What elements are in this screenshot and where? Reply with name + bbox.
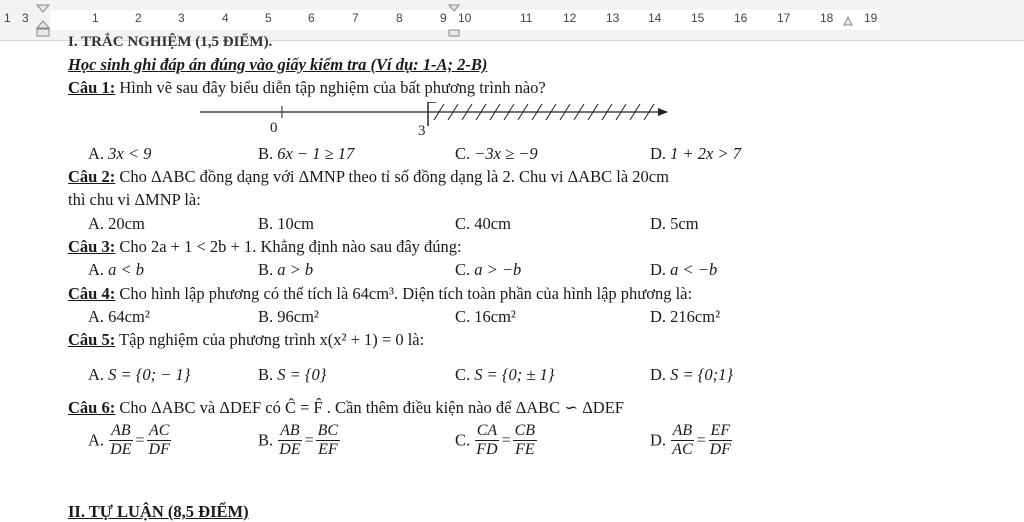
q6-option-b[interactable]: B. $\frac{AB}{DE}$ = $\frac{BC}{EF}$ [258,422,339,458]
ruler-number: 1 [92,11,99,25]
question-4 [68,284,692,304]
q3-option-a[interactable]: A. a < b [88,260,145,279]
question-2-text-line2: thì chu vi ΔMNP là: [68,190,201,209]
q2-option-b[interactable]: B. 10cm [258,214,314,233]
question-4-label: Câu 4: [68,284,116,303]
ruler-number: 10 [458,11,472,25]
question-2-text-line1: Cho ΔABC đồng dạng với ΔMNP theo tỉ số đồng dạng là 2. Chu vi ΔABC là 20cm [119,167,669,186]
q4-option-b[interactable]: B. 96cm² [258,307,319,326]
question-3 [68,237,462,257]
q5-option-c[interactable]: C. S = {0; ± 1} [455,365,555,384]
question-5 [68,330,424,350]
q3-option-c[interactable]: C. a > −b [455,260,522,279]
number-line-figure [190,102,680,138]
ruler-number: 3 [178,11,185,25]
ruler-number: 14 [648,11,662,25]
q6-option-c[interactable]: C. $\frac{CA}{FD}$ = $\frac{CB}{FE}$ [455,422,536,458]
question-6-text: Cho ΔABC và ΔDEF có Ĉ = F̂ . Cần thêm điều kiện nào để ΔABC ∽ ΔDEF [119,398,624,417]
q1-option-c[interactable]: C. −3x ≥ −9 [455,144,538,163]
ruler-number: 4 [222,11,229,25]
ruler-number: 12 [563,11,577,25]
indent-marker-icon[interactable] [36,4,50,38]
q4-option-c[interactable]: C. 16cm² [455,307,516,326]
document-page[interactable] [0,34,1024,521]
q2-option-d[interactable]: D. 5cm [650,214,699,233]
ruler-number: 6 [308,11,315,25]
right-indent-marker-icon[interactable] [843,12,853,26]
q2-option-c[interactable]: C. 40cm [455,214,511,233]
question-1 [68,78,546,98]
q1-option-b[interactable]: B. 6x − 1 ≥ 17 [258,144,355,163]
ruler-number: 17 [777,11,791,25]
question-3-label: Câu 3: [68,237,116,256]
q6-option-d[interactable]: D. $\frac{AB}{AC}$ = $\frac{EF}{DF}$ [650,422,731,458]
question-4-text: Cho hình lập phương có thể tích là 64cm³. Diện tích toàn phần của hình lập phương là: [119,284,693,303]
ruler-number: 8 [396,11,403,25]
question-3-text: Cho 2a + 1 < 2b + 1. Khẳng định nào sau đây đúng: [119,237,462,256]
q3-option-b[interactable]: B. a > b [258,260,314,279]
q1-option-a[interactable]: A. 3x < 9 [88,144,152,163]
question-6-label: Câu 6: [68,398,116,417]
q5-option-a[interactable]: A. S = {0; − 1} [88,365,191,384]
ruler-number: 13 [606,11,620,25]
q4-option-d[interactable]: D. 216cm² [650,307,721,326]
ruler-number: 18 [820,11,834,25]
q5-option-b[interactable]: B. S = {0} [258,365,327,384]
ruler-number: 3 [22,11,29,25]
ruler-number: 15 [691,11,705,25]
section1-heading: I. TRẮC NGHIỆM (1,5 ĐIỂM). [68,34,273,50]
q1-option-d[interactable]: D. 1 + 2x > 7 [650,144,742,163]
number-line-zero: 0 [270,120,278,136]
question-5-label: Câu 5: [68,330,116,349]
q4-option-a[interactable]: A. 64cm² [88,307,150,326]
q5-option-d[interactable]: D. S = {0;1} [650,365,733,384]
question-2 [68,167,669,187]
instruction-text: Học sinh ghi đáp án đúng vào giấy kiểm tra (Ví dụ: 1-A; 2-B) [68,55,488,74]
question-1-text: Hình vẽ sau đây biểu diễn tập nghiệm của bất phương trình nào? [119,78,546,97]
ruler-number: 11 [520,11,533,25]
question-2-label: Câu 2: [68,167,116,186]
ruler-number: 7 [352,11,359,25]
ruler-number: 16 [734,11,748,25]
number-line-three: 3 [418,123,426,138]
ruler-number: 1 [4,11,11,25]
ruler-number: 2 [135,11,142,25]
section2-heading: II. TỰ LUẬN (8,5 ĐIỂM) [68,502,249,521]
ruler-number: 9 [440,11,447,25]
q6-option-a[interactable]: A. $\frac{AB}{DE}$ = $\frac{AC}{DF}$ [88,422,170,458]
question-6 [68,398,624,418]
question-1-label: Câu 1: [68,78,116,97]
ruler-number: 19 [864,11,878,25]
q3-option-d[interactable]: D. a < −b [650,260,718,279]
ruler-number: 5 [265,11,272,25]
q2-option-a[interactable]: A. 20cm [88,214,145,233]
question-5-text: Tập nghiệm của phương trình x(x² + 1) = 0 là: [119,330,425,349]
